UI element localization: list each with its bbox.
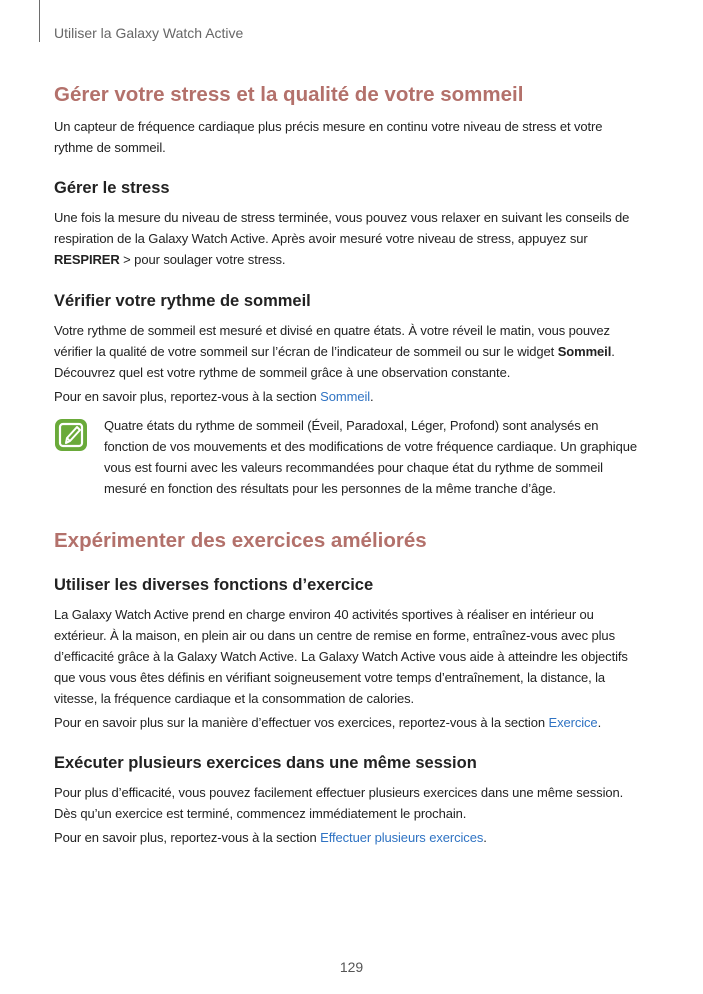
stress-paragraph: Une fois la mesure du niveau de stress terminée, vous pouvez vous relaxer en suivant les conseils de respiration de la Galaxy Watch Active. Après avoir mesuré votre niveau de stress, appuyez sur RESPIRER > pour soulager votre stress. [54,210,630,267]
page-content [54,80,644,848]
running-header: Utiliser la Galaxy Watch Active [54,25,244,41]
multi-more-info: Pour en savoir plus, reportez-vous à la section Effectuer plusieurs exercices. [54,830,487,845]
link-sommeil[interactable]: Sommeil [320,389,371,404]
sleep-more-info: Pour en savoir plus, reportez-vous à la section Sommeil. [54,389,374,404]
subheading-sleep: Vérifier votre rythme de sommeil [54,292,311,310]
subheading-exercise-functions: Utiliser les diverses fonctions d’exercice [54,576,374,594]
subheading-stress: Gérer le stress [54,179,170,197]
section-title-stress-sleep: Gérer votre stress et la qualité de votre sommeil [54,83,524,106]
section-intro: Un capteur de fréquence cardiaque plus précis mesure en continu votre niveau de stress et votre rythme de sommeil. [54,119,603,155]
sleep-paragraph: Votre rythme de sommeil est mesuré et divisé en quatre états. À votre réveil le matin, vous pouvez vérifier la qualité de votre sommeil sur l’écran de l’indicateur de sommeil ou sur le widget Sommeil. Découvrez quel est votre rythme de sommeil grâce à une observation constante. [54,323,615,380]
link-exercice[interactable]: Exercice [548,715,598,730]
section-title-exercises: Expérimenter des exercices améliorés [54,529,427,552]
link-effectuer-plusieurs-exercices[interactable]: Effectuer plusieurs exercices [320,830,484,845]
note-text: Quatre états du rythme de sommeil (Éveil, Paradoxal, Léger, Profond) sont analysés en fonction de vos mouvements et des modifications de votre fréquence cardiaque. Un graphique vous est fourni avec les valeurs recommandées pour chaque état du rythme de sommeil mesuré en fonction des résultats pour les personnes de la même tranche d’âge. [104,418,637,496]
pencil-note-icon [54,418,88,452]
subheading-multi-exercise: Exécuter plusieurs exercices dans une même session [54,754,477,772]
exercise-more-info: Pour en savoir plus sur la manière d’effectuer vos exercices, reportez-vous à la section Exercice. [54,715,602,730]
multi-exercise-paragraph: Pour plus d’efficacité, vous pouvez facilement effectuer plusieurs exercices dans une même session. Dès qu’un exercice est terminé, commencez immédiatement le prochain. [54,785,624,821]
page-number: 129 [339,959,364,975]
sleep-note [54,415,644,499]
respirer-label: RESPIRER [54,252,120,267]
exercise-functions-paragraph: La Galaxy Watch Active prend en charge environ 40 activités sportives à réaliser en intérieur ou extérieur. À la maison, en plein air ou dans un centre de remise en forme, entraînez-vous avec plus d’efficacité grâce à la Galaxy Watch Active. La Galaxy Watch Active vous aide à atteindre les objectifs que vous vous êtes définis en vérifiant soigneusement votre temps d’entraînement, la distance, la vitesse, la fréquence cardiaque et la consommation de calories. [54,607,628,706]
header-rule [39,0,40,42]
sommeil-widget-label: Sommeil [557,344,612,359]
